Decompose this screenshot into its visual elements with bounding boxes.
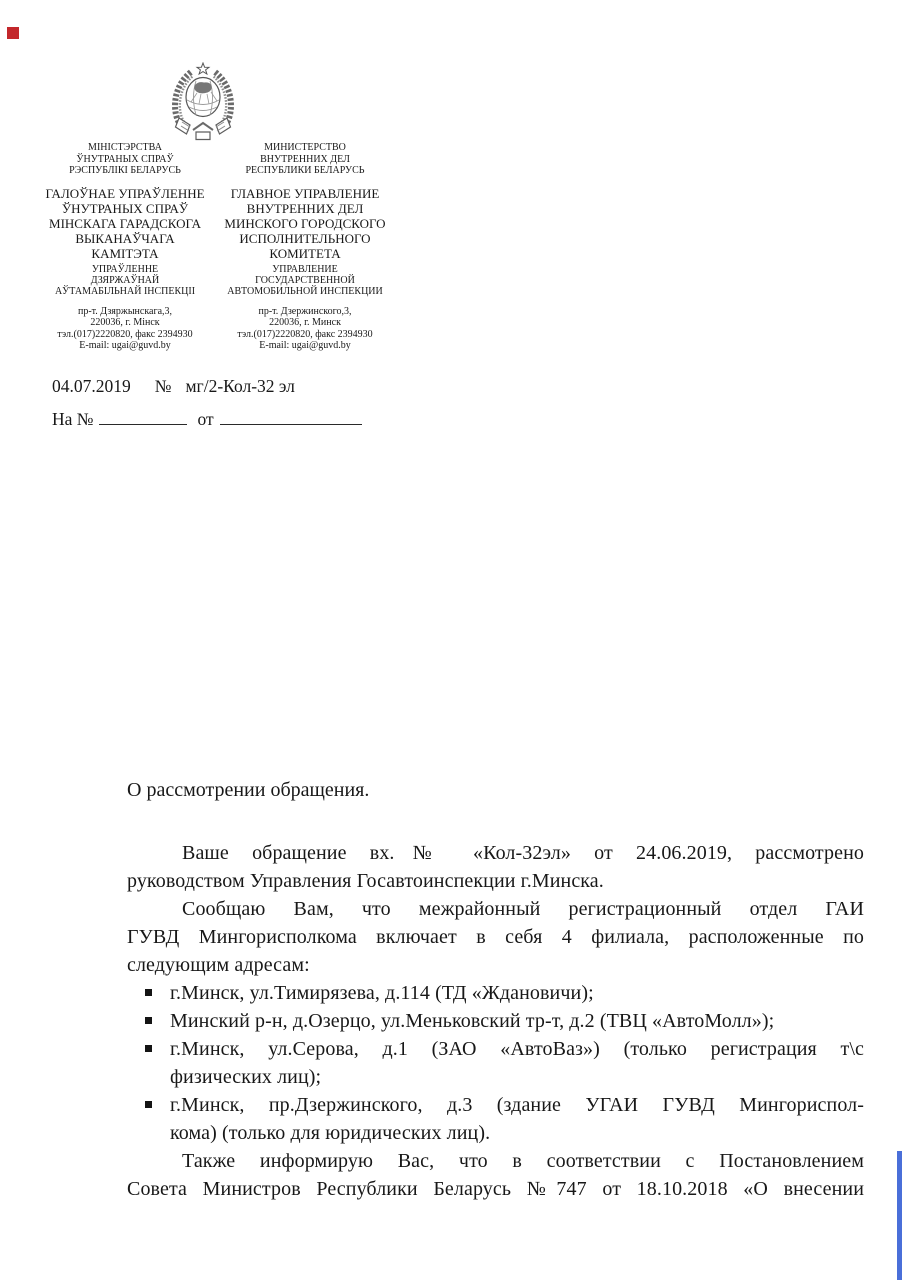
department-by-line: ГАЛОЎНАЕ УПРАЎЛЕННЕ (45, 185, 205, 201)
reference-line (52, 374, 295, 398)
bullet-item (127, 1091, 864, 1119)
address-ru-line: 220036, г. Минск (269, 317, 341, 328)
division-by-line: АЎТАМАБІЛЬНАЙ ІНСПЕКЦІІ (54, 285, 196, 297)
bullet-item (127, 1035, 864, 1063)
ministry-ru-line: ВНУТРЕННИХ ДЕЛ (260, 153, 350, 165)
department-by-line: ВЫКАНАЎЧАГА (75, 230, 175, 246)
division-block-by (40, 264, 210, 297)
address-by-line: 220036, г. Мінск (90, 317, 160, 328)
department-by-line: ЎНУТРАНЫХ СПРАЎ (61, 200, 189, 216)
letter-body (127, 839, 864, 1203)
body-line: руководством Управления Госавтоинспекции г.Минска. (127, 870, 604, 892)
address-block-by (40, 306, 210, 352)
bullet-text: г.Минск, пр.Дзержинского, д.3 (здание УГАИ ГУВД Мингориспол- (170, 1094, 864, 1116)
division-by-line: УПРАЎЛЕННЕ (91, 263, 159, 275)
department-ru-line: КОМИТЕТА (269, 245, 341, 261)
department-ru-line: МИНСКОГО ГОРОДСКОГО (224, 215, 386, 231)
red-scan-mark (7, 27, 19, 39)
body-line: Сообщаю Вам, что межрайонный регистрационный отдел ГАИ (182, 898, 864, 920)
department-by-line: МІНСКАГА ГАРАДСКОГА (49, 215, 201, 231)
department-by-line: КАМІТЭТА (91, 245, 159, 261)
number-sign: № (154, 376, 172, 396)
bullet-continuation: физических лиц); (170, 1066, 322, 1088)
address-ru-line: пр-т. Дзержинского,3, (258, 305, 352, 317)
ministry-by-line: МІНІСТЭРСТВА (88, 142, 162, 153)
bullet-text: Минский р-н, д.Озерцо, ул.Меньковский тр-т, д.2 (ТВЦ «АвтоМолл»); (170, 1010, 775, 1032)
ministry-by-line: РЭСПУБЛІКІ БЕЛАРУСЬ (69, 165, 181, 176)
subject-line: О рассмотрении обращения. (127, 779, 370, 801)
division-by-line: ДЗЯРЖАЎНАЙ (90, 274, 160, 286)
body-line: Ваше обращение вх.№ «Кол-32эл» от 24.06.2019, рассмотрено (182, 842, 864, 864)
department-ru-line: ГЛАВНОЕ УПРАВЛЕНИЕ (230, 185, 380, 201)
department-ru-line: ВНУТРЕННИХ ДЕЛ (246, 200, 364, 216)
reply-reference-line (52, 407, 362, 431)
square-bullet-icon (145, 1101, 152, 1108)
division-ru-line: ГОСУДАРСТВЕННОЙ (255, 274, 355, 286)
letter-number: мг/2-Кол-32 эл (185, 376, 295, 396)
address-by-line: тэл.(017)2220820, факс 2394930 (57, 328, 193, 340)
address-ru-line: E-mail: ugai@guvd.by (259, 340, 351, 351)
bullet-item (127, 979, 864, 1007)
reply-number-blank (99, 409, 187, 425)
division-ru-line: УПРАВЛЕНИЕ (272, 263, 338, 275)
body-line: Совета Министров Республики Беларусь №747 от 18.10.2018 «О внесении (127, 1178, 864, 1200)
bullet-text: г.Минск, ул.Тимирязева, д.114 (ТД «Ждановичи); (170, 982, 594, 1004)
letter-date: 04.07.2019 (52, 376, 131, 396)
address-block-ru (214, 306, 396, 352)
body-line: следующим адресам: (127, 954, 310, 976)
department-block-by (40, 186, 210, 261)
department-ru-line: ИСПОЛНИТЕЛЬНОГО (239, 230, 371, 246)
reply-from-label: от (197, 409, 214, 429)
letterhead-column-russian (214, 142, 396, 352)
square-bullet-icon (145, 1045, 152, 1052)
reply-prefix: На № (52, 409, 94, 429)
address-by-line: E-mail: ugai@guvd.by (79, 340, 171, 351)
reply-date-blank (220, 409, 362, 425)
address-by-line: пр-т. Дзяржынскага,3, (77, 305, 173, 317)
letterhead-column-belarusian (40, 142, 210, 352)
ministry-ru-line: МИНИСТЕРСТВО (264, 142, 346, 153)
department-block-ru (214, 186, 396, 261)
blue-edge-mark (897, 1151, 902, 1280)
division-ru-line: АВТОМОБИЛЬНОЙ ИНСПЕКЦИИ (227, 285, 383, 297)
letterhead (40, 142, 396, 352)
bullet-text: г.Минск, ул.Серова, д.1 (ЗАО «АвтоВаз») (только регистрация т\с (170, 1038, 864, 1060)
bullet-continuation: кома) (только для юридических лиц). (170, 1122, 491, 1144)
division-block-ru (214, 264, 396, 297)
square-bullet-icon (145, 989, 152, 996)
coat-of-arms-icon (167, 62, 239, 142)
body-line: ГУВД Мингорисполкома включает в себя 4 филиала, расположенные по (127, 926, 864, 948)
body-line: Также информирую Вас, что в соответствии с Постановлением (182, 1150, 864, 1172)
square-bullet-icon (145, 1017, 152, 1024)
bullet-item (127, 1007, 864, 1035)
ministry-by-line: ЎНУТРАНЫХ СПРАЎ (76, 153, 174, 165)
address-ru-line: тэл.(017)2220820, факс 2394930 (237, 328, 373, 340)
ministry-block-ru (214, 142, 396, 177)
ministry-block-by (40, 142, 210, 177)
ministry-ru-line: РЕСПУБЛИКИ БЕЛАРУСЬ (245, 165, 365, 176)
